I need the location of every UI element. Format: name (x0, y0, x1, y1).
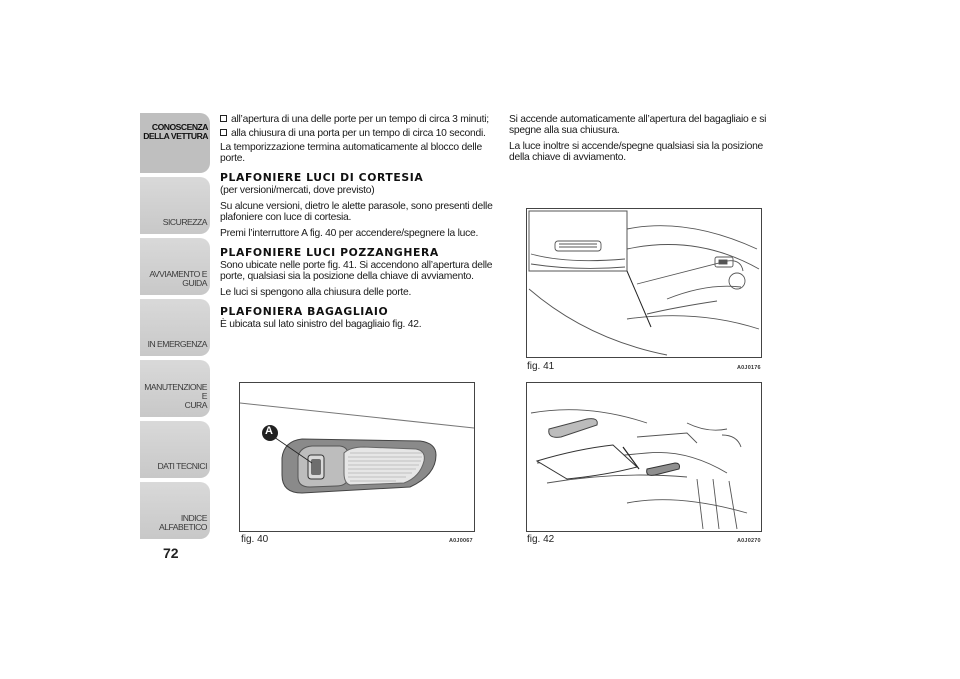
bullet-item (220, 114, 496, 125)
figure-40 (239, 382, 475, 532)
tab-label: AVVIAMENTO E GUIDA (149, 269, 207, 288)
chapter-sidebar (140, 113, 210, 543)
paragraph-timer: La temporizzazione termina automaticamente al blocco delle porte. (220, 142, 482, 164)
paragraph-bagagliaio-key: La luce inoltre si accende/spegne qualsiasi sia la posizione della chiave di avviamento. (509, 141, 764, 163)
heading-cortesia: PLAFONIERE LUCI DI CORTESIA (220, 171, 424, 184)
figure-42-code: A0J0270 (737, 538, 761, 544)
bullet-text: alla chiusura di una porta per un tempo di circa 10 secondi. (231, 128, 486, 139)
tab-manutenzione-e-cura[interactable] (140, 360, 210, 417)
bullet-item (220, 128, 496, 139)
figure-40-code: A0J0067 (449, 538, 473, 544)
tab-label: INDICE ALFABETICO (158, 513, 207, 532)
tab-in-emergenza[interactable] (140, 299, 210, 356)
tab-conoscenza-della-vettura[interactable] (140, 113, 210, 173)
paragraph-cortesia-2: Premi l’interruttore A fig. 40 per accendere/spegnere la luce. (220, 228, 479, 239)
courtesy-light-illustration (240, 383, 474, 531)
tab-label: MANUTENZIONE E CURA (144, 382, 207, 410)
figure-41-code: A0J0176 (737, 365, 761, 371)
paragraph-pozzanghera-2: Le luci si spengono alla chiusura delle porte. (220, 287, 412, 298)
checkbox-bullet-icon (220, 115, 227, 122)
figure-41-caption: fig. 41 (527, 361, 555, 372)
trunk-light-illustration (527, 383, 761, 531)
marker-a-label: A (265, 425, 273, 437)
tab-label: DATI TECNICI (157, 461, 207, 471)
tab-label: CONOSCENZA DELLA VETTURA (143, 122, 208, 141)
heading-bagagliaio: PLAFONIERA BAGAGLIAIO (220, 305, 389, 318)
figure-40-caption: fig. 40 (241, 534, 269, 545)
right-column (509, 114, 779, 168)
figure-41 (526, 208, 762, 358)
paragraph-bagagliaio: È ubicata sul lato sinistro del bagagliaio fig. 42. (220, 319, 422, 330)
paragraph-pozzanghera-1: Sono ubicate nelle porte fig. 41. Si accendono all’apertura delle porte, qualsiasi sia la posizione della chiave di avviamento. (220, 260, 493, 282)
paragraph-bagagliaio-auto: Si accende automaticamente all’apertura del bagagliaio e si spegne alla sua chiusura. (509, 114, 767, 136)
page-number: 72 (163, 545, 179, 561)
tab-avviamento-e-guida[interactable] (140, 238, 210, 295)
paragraph-cortesia-note: (per versioni/mercati, dove previsto) (220, 185, 375, 196)
tab-label: SICUREZZA (162, 217, 207, 227)
figure-42 (526, 382, 762, 532)
figure-42-caption: fig. 42 (527, 534, 555, 545)
tab-dati-tecnici[interactable] (140, 421, 210, 478)
heading-pozzanghera: PLAFONIERE LUCI POZZANGHERA (220, 246, 439, 259)
paragraph-cortesia-1: Su alcune versioni, dietro le alette parasole, sono presenti delle plafoniere con luce di cortesia. (220, 201, 493, 223)
tab-label: IN EMERGENZA (147, 339, 207, 349)
checkbox-bullet-icon (220, 129, 227, 136)
door-puddle-light-illustration (527, 209, 761, 357)
left-column (220, 114, 496, 335)
tab-sicurezza[interactable] (140, 177, 210, 234)
bullet-text: all’apertura di una delle porte per un tempo di circa 3 minuti; (231, 114, 489, 125)
tab-indice-alfabetico[interactable] (140, 482, 210, 539)
